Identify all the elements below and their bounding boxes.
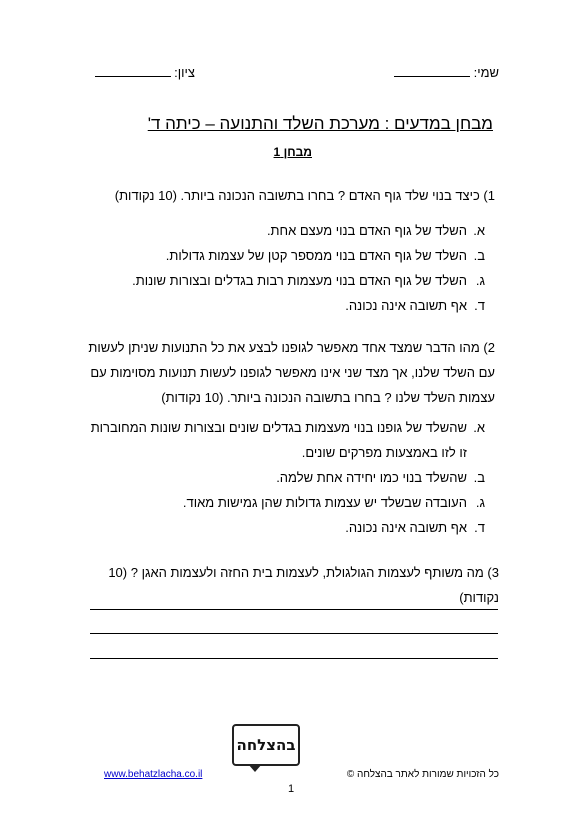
option-text: העובדה שבשלד יש עצמות גדולות שהן גמישות מאוד. — [182, 495, 467, 510]
page-number: 1 — [288, 783, 295, 795]
option-letter: ג. — [475, 495, 485, 510]
question-1 — [85, 183, 495, 208]
question-1-option-d — [85, 293, 485, 318]
question-2-option-b — [85, 465, 485, 490]
option-letter: ג. — [475, 273, 485, 288]
name-label: שמי: — [473, 65, 499, 80]
question-2-option-d — [85, 515, 485, 540]
question-1-text: 1) כיצד בנוי שלד גוף האדם ? בחרו בתשובה הנכונה ביותר. (10 נקודות) — [114, 188, 495, 203]
logo-text: בהצלחה — [236, 736, 296, 754]
question-2-options — [85, 415, 485, 540]
page-subtitle: מבחן 1 — [273, 145, 312, 159]
question-2-line-2: עם השלד שלנו, אך מצד שני אינו מאפשר לגופנו לעשות תנועות מסוימות עם — [90, 365, 495, 380]
grade-label: ציון: — [174, 65, 195, 80]
question-1-option-a — [85, 218, 485, 243]
option-text: שהשלד בנוי כמו יחידה אחת שלמה. — [276, 470, 467, 485]
question-2-option-a — [85, 415, 485, 465]
question-2-line-1: 2) מהו הדבר שמצד אחד מאפשר לגופנו לבצע את כל התנועות שניתן לעשות — [88, 340, 495, 355]
answer-line-3 — [90, 658, 498, 659]
name-fill-line — [394, 64, 470, 77]
option-letter: א. — [473, 420, 485, 435]
grade-field — [95, 64, 195, 80]
option-letter: ב. — [473, 470, 485, 485]
page-title: מבחן במדעים : מערכת השלד והתנועה – כיתה ד' — [147, 114, 493, 133]
question-2-option-c — [85, 490, 485, 515]
option-letter: א. — [473, 223, 485, 238]
footer-copyright: כל הזכויות שמורות לאתר בהצלחה © — [346, 769, 499, 780]
option-text: השלד של גוף האדם בנוי מעצם אחת. — [266, 223, 467, 238]
answer-line-2 — [90, 633, 498, 634]
option-text: שהשלד של גופנו בנוי מעצמות בגדלים שונים ובצורות שונות המחוברות — [90, 420, 467, 435]
question-1-option-b — [85, 243, 485, 268]
question-1-options — [85, 218, 485, 318]
option-text: השלד של גוף האדם בנוי ממספר קטן של עצמות גדולות. — [165, 248, 467, 263]
grade-fill-line — [95, 64, 171, 77]
question-3-text: 3) מה משותף לעצמות הגולגולת, לעצמות בית החזה ולעצמות האגן ? (10 נקודות) — [108, 565, 499, 605]
question-3 — [69, 560, 499, 610]
behatzlacha-logo — [232, 724, 300, 766]
footer-website-link[interactable]: www.behatzlacha.co.il — [104, 769, 203, 780]
option-text: אף תשובה אינה נכונה. — [345, 520, 467, 535]
option-letter: ד. — [474, 520, 485, 535]
question-2 — [85, 335, 495, 410]
option-letter: ד. — [474, 298, 485, 313]
question-1-option-c — [85, 268, 485, 293]
option-text: אף תשובה אינה נכונה. — [345, 298, 467, 313]
name-field — [394, 64, 499, 80]
logo-speech-tail — [248, 764, 262, 772]
answer-line-1 — [90, 609, 498, 610]
question-2-line-3: עצמות השלד שלנו ? בחרו בתשובה הנכונה ביותר. (10 נקודות) — [161, 390, 495, 405]
option-text: השלד של גוף האדם בנוי מעצמות רבות בגדלים ובצורות שונות. — [132, 273, 467, 288]
option-letter: ב. — [473, 248, 485, 263]
option-text-continued: זו לזו באמצעות מפרקים שונים. — [301, 445, 467, 460]
